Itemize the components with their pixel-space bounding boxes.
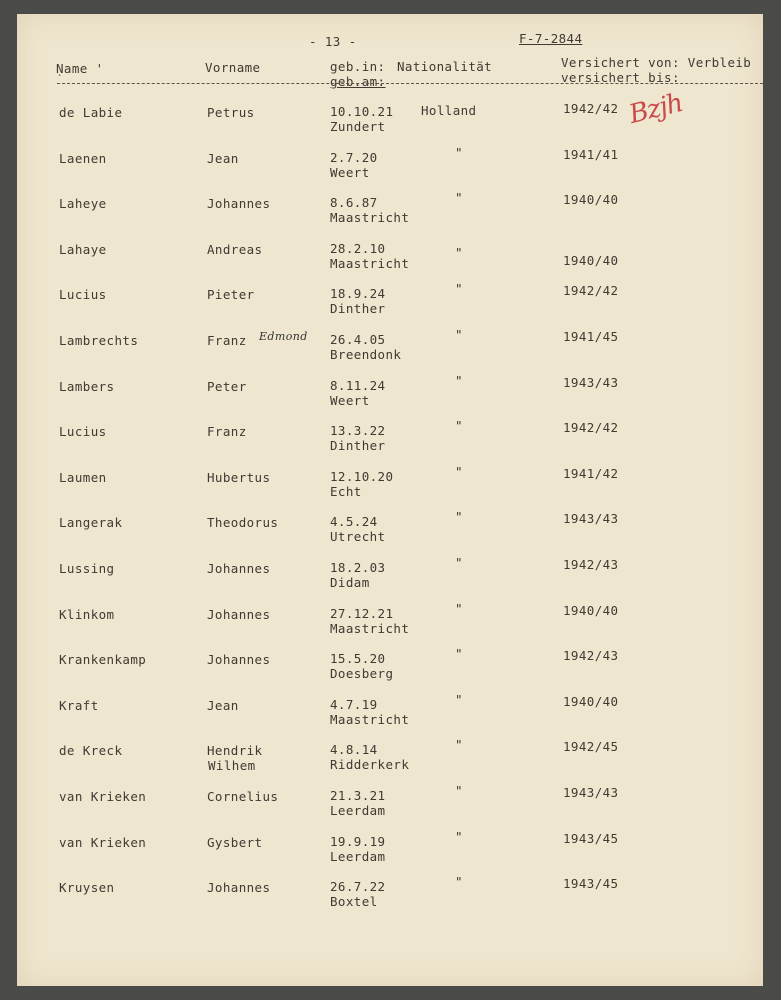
cell-birth-date: 27.12.21: [330, 606, 394, 621]
cell-vorname: Johannes: [207, 561, 271, 576]
cell-name: Laumen: [59, 470, 107, 485]
cell-name: Lambrechts: [59, 333, 139, 348]
cell-nationality: ": [455, 646, 463, 661]
cell-name: de Kreck: [59, 743, 123, 758]
cell-versichert: 1943/43: [563, 785, 619, 800]
cell-birth-date: 12.10.20: [330, 469, 394, 484]
cell-birth-place: Leerdam: [330, 849, 386, 864]
col-header-nationalitaet: Nationalität: [397, 59, 493, 74]
cell-vorname: Andreas: [207, 242, 263, 257]
cell-birth-place: Maastricht: [330, 210, 410, 225]
cell-name: Lucius: [59, 287, 107, 302]
cell-name: Klinkom: [59, 607, 115, 622]
cell-birth-place: Echt: [330, 484, 362, 499]
cell-nationality: ": [455, 601, 463, 616]
cell-birth-place: Zundert: [330, 119, 386, 134]
cell-name: Kruysen: [59, 880, 115, 895]
cell-versichert: 1941/42: [563, 466, 619, 481]
col-header-name: Name ': [56, 61, 104, 76]
cell-birth-place: Dinther: [330, 301, 386, 316]
cell-birth-place: Weert: [330, 165, 370, 180]
cell-name: Lahaye: [59, 242, 107, 257]
cell-vorname: Franz: [207, 333, 247, 348]
cell-vorname: Jean: [207, 698, 239, 713]
cell-birth-place: Maastricht: [330, 712, 410, 727]
cell-name: van Krieken: [59, 789, 147, 804]
cell-birth-place: Breendonk: [330, 347, 402, 362]
cell-birth-place: Leerdam: [330, 803, 386, 818]
cell-versichert: 1943/43: [563, 375, 619, 390]
cell-vorname: Hubertus: [207, 470, 271, 485]
col-header-vorname: Vorname: [205, 60, 261, 75]
cell-versichert: 1942/43: [563, 648, 619, 663]
cell-name: Krankenkamp: [59, 652, 147, 667]
cell-nationality: ": [455, 327, 463, 342]
col-header-versichert-von: Versichert von: Verbleib: [561, 55, 752, 70]
cell-nationality: ": [455, 555, 463, 570]
header-rule: [57, 83, 763, 84]
cell-vorname: Theodorus: [207, 515, 279, 530]
cell-birth-date: 15.5.20: [330, 651, 386, 666]
cell-name: Lambers: [59, 379, 115, 394]
cell-versichert: 1940/40: [563, 694, 619, 709]
cell-vorname: Franz: [207, 424, 247, 439]
cell-birth-date: 21.3.21: [330, 788, 386, 803]
cell-versichert: 1942/45: [563, 739, 619, 754]
cell-birth-date: 2.7.20: [330, 150, 378, 165]
col-header-versichert-bis: versichert bis:: [561, 70, 680, 85]
cell-nationality: ": [455, 418, 463, 433]
cell-vorname: Gysbert: [207, 835, 263, 850]
cell-nationality: ": [455, 190, 463, 205]
cell-birth-date: 28.2.10: [330, 241, 386, 256]
cell-vorname: Johannes: [207, 880, 271, 895]
cell-vorname: Pieter: [207, 287, 255, 302]
cell-versichert: 1940/40: [563, 253, 619, 268]
document-page: [17, 14, 763, 986]
cell-nationality: ": [455, 245, 463, 260]
cell-birth-date: 8.6.87: [330, 195, 378, 210]
cell-birth-place: Didam: [330, 575, 370, 590]
cell-name: Lucius: [59, 424, 107, 439]
cell-nationality: ": [455, 281, 463, 296]
cell-birth-date: 13.3.22: [330, 423, 386, 438]
cell-birth-place: Utrecht: [330, 529, 386, 544]
cell-vorname: Johannes: [207, 196, 271, 211]
cell-birth-date: 10.10.21: [330, 104, 394, 119]
cell-birth-date: 26.4.05: [330, 332, 386, 347]
cell-nationality: ": [455, 874, 463, 889]
cell-birth-date: 4.5.24: [330, 514, 378, 529]
cell-birth-place: Dinther: [330, 438, 386, 453]
cell-vorname: Cornelius: [207, 789, 279, 804]
cell-birth-place: Maastricht: [330, 256, 410, 271]
cell-nationality: ": [455, 145, 463, 160]
cell-handwritten-name: Edmond: [259, 330, 308, 343]
cell-versichert: 1942/42: [563, 420, 619, 435]
cell-versichert: 1943/43: [563, 511, 619, 526]
cell-birth-place: Doesberg: [330, 666, 394, 681]
cell-birth-date: 4.8.14: [330, 742, 378, 757]
cell-vorname: Hendrik: [207, 743, 263, 758]
cell-birth-date: 8.11.24: [330, 378, 386, 393]
red-signature-mark: Bzjh: [626, 87, 686, 131]
cell-versichert: 1942/43: [563, 557, 619, 572]
cell-birth-date: 26.7.22: [330, 879, 386, 894]
col-header-geb-in: geb.in:: [330, 59, 386, 74]
cell-birth-date: 19.9.19: [330, 834, 386, 849]
cell-nationality: ": [455, 783, 463, 798]
cell-versichert: 1940/40: [563, 192, 619, 207]
col-header-geb-am: geb.am:: [330, 74, 386, 89]
cell-versichert: 1942/42: [563, 283, 619, 298]
cell-vorname: Peter: [207, 379, 247, 394]
cell-birth-date: 18.9.24: [330, 286, 386, 301]
cell-birth-place: Ridderkerk: [330, 757, 410, 772]
cell-name: Lussing: [59, 561, 115, 576]
cell-birth-place: Weert: [330, 393, 370, 408]
cell-name: Laenen: [59, 151, 107, 166]
cell-versichert: 1943/45: [563, 831, 619, 846]
cell-name: van Krieken: [59, 835, 147, 850]
cell-vorname: Johannes: [207, 652, 271, 667]
cell-name: Langerak: [59, 515, 123, 530]
page-number: - 13 -: [309, 34, 357, 49]
cell-nationality: ": [455, 737, 463, 752]
col-header-name-mark: `: [57, 74, 64, 85]
cell-vorname-2: Wilhem: [208, 758, 256, 773]
cell-name: Kraft: [59, 698, 99, 713]
cell-nationality: Holland: [421, 103, 477, 118]
cell-versichert: 1943/45: [563, 876, 619, 891]
cell-versichert: 1940/40: [563, 603, 619, 618]
cell-birth-place: Boxtel: [330, 894, 378, 909]
cell-versichert: 1942/42: [563, 101, 619, 116]
cell-nationality: ": [455, 692, 463, 707]
cell-birth-date: 4.7.19: [330, 697, 378, 712]
cell-vorname: Petrus: [207, 105, 255, 120]
cell-versichert: 1941/41: [563, 147, 619, 162]
cell-nationality: ": [455, 373, 463, 388]
cell-birth-date: 18.2.03: [330, 560, 386, 575]
cell-name: Laheye: [59, 196, 107, 211]
cell-vorname: Johannes: [207, 607, 271, 622]
cell-nationality: ": [455, 829, 463, 844]
cell-versichert: 1941/45: [563, 329, 619, 344]
cell-birth-place: Maastricht: [330, 621, 410, 636]
reference-number: F-7-2844: [519, 31, 583, 46]
cell-nationality: ": [455, 464, 463, 479]
cell-vorname: Jean: [207, 151, 239, 166]
cell-name: de Labie: [59, 105, 123, 120]
cell-nationality: ": [455, 509, 463, 524]
